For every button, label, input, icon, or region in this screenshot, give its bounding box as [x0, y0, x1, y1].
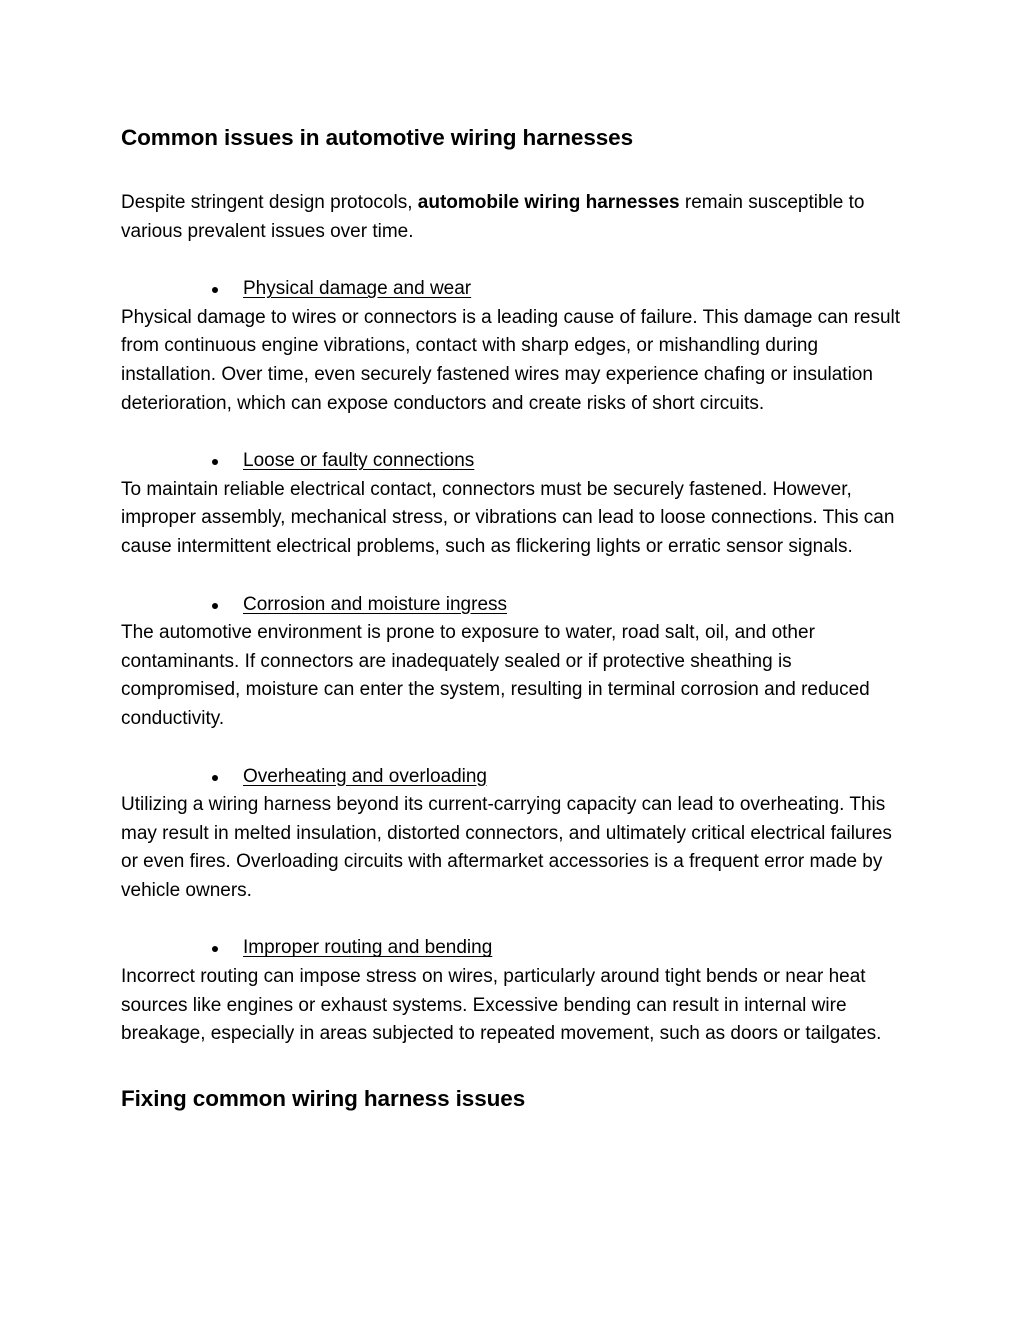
intro-text-start: Despite stringent design protocols, — [121, 192, 418, 213]
page-title: Common issues in automotive wiring harnesses — [121, 125, 633, 150]
issue-bullet-row — [121, 763, 911, 792]
issue-title: Improper routing and bending — [243, 937, 493, 959]
issue-body: Physical damage to wires or connectors is a leading cause of failure. This damage can result from continuous engine vibrations, contact with sharp edges, or mishandling during installation. Over time, even securely fastened wires may experience chafing or insulation deterioration, which can expose conductors and create risks of short circuits. — [121, 306, 901, 414]
intro-paragraph — [121, 189, 911, 246]
document-content — [121, 122, 911, 1115]
issue-title: Corrosion and moisture ingress — [243, 593, 508, 615]
bullet-icon — [212, 459, 218, 465]
bullet-icon — [212, 775, 218, 781]
issue-title: Loose or faulty connections — [243, 450, 475, 472]
issue-loose-connections — [121, 447, 911, 561]
section-heading: Fixing common wiring harness issues — [121, 1085, 526, 1111]
issue-bullet-row — [121, 275, 911, 304]
issue-body: Utilizing a wiring harness beyond its current-carrying capacity can lead to overheating. This may result in melted insulation, distorted connectors, and ultimately critical electrical failures or even fires. Overloading circuits with aftermarket accessories is a frequent error made by vehicle owners. — [121, 794, 892, 901]
bullet-icon — [212, 603, 218, 609]
issue-bullet-row — [121, 591, 911, 620]
issue-title: Overheating and overloading — [243, 765, 488, 787]
intro-text-end: remain susceptible to various prevalent issues over time. — [121, 192, 865, 242]
issue-body: Incorrect routing can impose stress on wires, particularly around tight bends or near heat sources like engines or exhaust systems. Excessive bending can result in internal wire breakage, especially in areas subjected to repeated movement, such as doors or tailgates. — [121, 966, 882, 1045]
bullet-icon — [212, 287, 218, 293]
issue-corrosion-moisture — [121, 591, 911, 734]
issue-bullet-row — [121, 447, 911, 476]
issue-body: The automotive environment is prone to exposure to water, road salt, oil, and other contaminants. If connectors are inadequately sealed or if protective sheathing is compromised, moisture can enter the system, resulting in terminal corrosion and reduced conductivity. — [121, 622, 870, 729]
issue-overheating-overloading — [121, 763, 911, 906]
issue-body: To maintain reliable electrical contact, connectors must be securely fastened. However, improper assembly, mechanical stress, or vibrations can lead to loose connections. This can cause intermittent electrical problems, such as flickering lights or erratic sensor signals. — [121, 478, 895, 557]
intro-bold-keyword: automobile wiring harnesses — [417, 192, 680, 213]
issue-physical-damage — [121, 275, 911, 418]
issue-title: Physical damage and wear — [243, 278, 472, 300]
bullet-icon — [212, 946, 218, 952]
issue-bullet-row — [121, 934, 911, 963]
issue-routing-bending — [121, 934, 911, 1048]
